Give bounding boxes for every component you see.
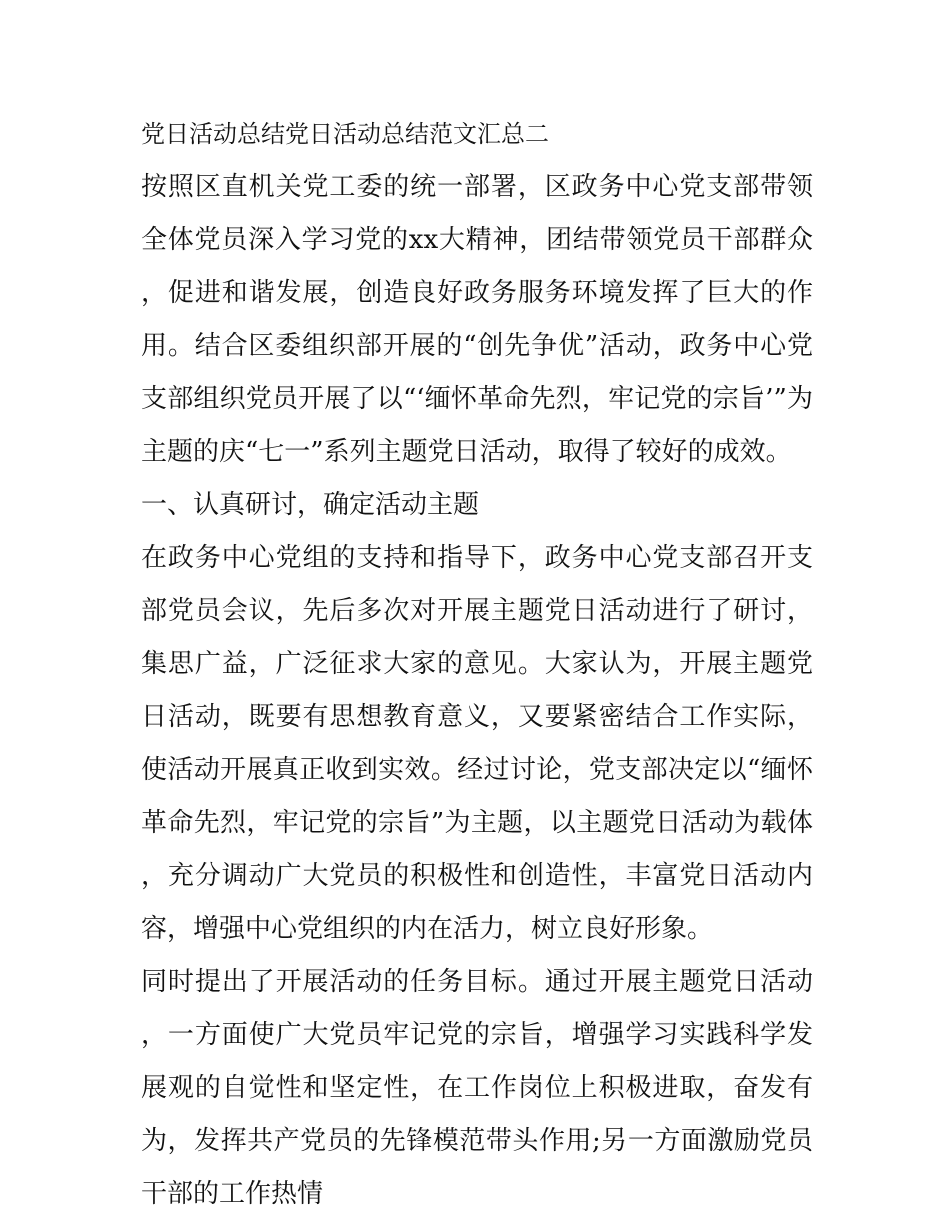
- paragraph-discussion: 在政务中心党组的支持和指导下，政务中心党支部召开支部党员会议，先后多次对开展主题党日活动进行了研讨，集思广益，广泛征求大家的意见。大家认为，开展主题党日活动，既要有思想教育意义，又要紧密结合工作实际，使活动开展真正收到实效。经过讨论，党支部决定以“缅怀革命先烈，牢记党的宗旨”为主题，以主题党日活动为载体，充分调动广大党员的积极性和创造性，丰富党日活动内容，增强中心党组织的内在活力，树立良好形象。: [141, 543, 813, 944]
- paragraph-intro: 按照区直机关党工委的统一部署，区政务中心党支部带领全体党员深入学习党的xx大精神，团结带领党员干部群众，促进和谐发展，创造良好政务服务环境发挥了巨大的作用。结合区委组织部开展的“创先争优”活动，政务中心党支部组织党员开展了以“‘缅怀革命先烈，牢记党的宗旨’”为主题的庆“七一”系列主题党日活动，取得了较好的成效。: [141, 172, 813, 467]
- document-title: 党日活动总结党日活动总结范文汇总二: [141, 120, 549, 148]
- document-body: [141, 108, 813, 1221]
- paragraph-goals: 同时提出了开展活动的任务目标。通过开展主题党日活动，一方面使广大党员牢记党的宗旨，增强学习实践科学发展观的自觉性和坚定性，在工作岗位上积极进取，奋发有为，发挥共产党员的先锋模范带头作用;另一方面激励党员干部的工作热情: [141, 967, 813, 1209]
- section-heading-1: 一、认真研讨，确定活动主题: [141, 490, 480, 520]
